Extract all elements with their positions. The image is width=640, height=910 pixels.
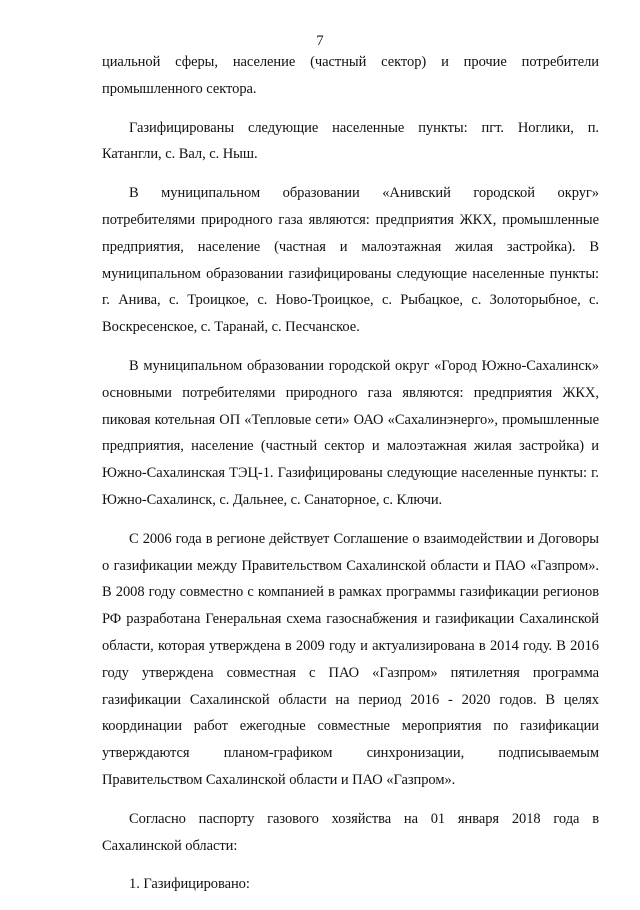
document-body	[102, 49, 599, 910]
paragraph-continuation: циальной сферы, население (частный сектор) и прочие потребители промышленного сектора.	[102, 54, 599, 97]
paragraph-gas-passport: Согласно паспорту газового хозяйства на 01 января 2018 года в Сахалинской области:	[102, 810, 599, 854]
paragraph-gazprom-agreement: С 2006 года в регионе действует Соглашение о взаимодействии и Договоры о газификации между Правительством Сахалинской области и ПАО «Газпром». В 2008 году совместно с компанией в рамках программы газификации регионов РФ разработана Генеральная схема газоснабжения и газификации Сахалинской области, которая утверждена в 2009 году и актуализирована в 2014 году. В 2016 году утверждена совместная с ПАО «Газпром» пятилетняя программа газификации Сахалинской области на период 2016 - 2020 годов. В целях координации работ ежегодные совместные мероприятия по газификации утверждаются планом-графиком синхронизации, подписываемым Правительством Сахалинской области и ПАО «Газпром».	[102, 530, 599, 788]
paragraph-yuzhno-sakhalinsk: В муниципальном образовании городской округ «Город Южно-Сахалинск» основными потребителями природного газа являются: предприятия ЖКХ, пиковая котельная ОП «Тепловые сети» ОАО «Сахалинэнерго», промышленные предприятия, население (частный сектор и малоэтажная жилая застройка) и Южно-Сахалинская ТЭЦ-1. Газифицированы следующие населенные пункты: г. Южно-Сахалинск, с. Дальнее, с. Санаторное, с. Ключи.	[102, 357, 599, 508]
list-item-gasified: 1. Газифицировано:	[129, 876, 250, 893]
paragraph-nogliki-gasified-settlements: Газифицированы следующие населенные пункты: пгт. Ноглики, п. Катангли, с. Вал, с. Ныш.	[102, 119, 599, 163]
paragraph-aniva-district: В муниципальном образовании «Анивский городской округ» потребителями природного газа являются: предприятия ЖКХ, промышленные предприятия, население (частная и малоэтажная жилая застройка). В муниципальном образовании газифицированы следующие населенные пункты: г. Анива, с. Троицкое, с. Ново-Троицкое, с. Рыбацкое, с. Золоторыбное, с. Воскресенское, с. Таранай, с. Песчанское.	[102, 185, 599, 336]
page-number: 7	[316, 33, 324, 49]
